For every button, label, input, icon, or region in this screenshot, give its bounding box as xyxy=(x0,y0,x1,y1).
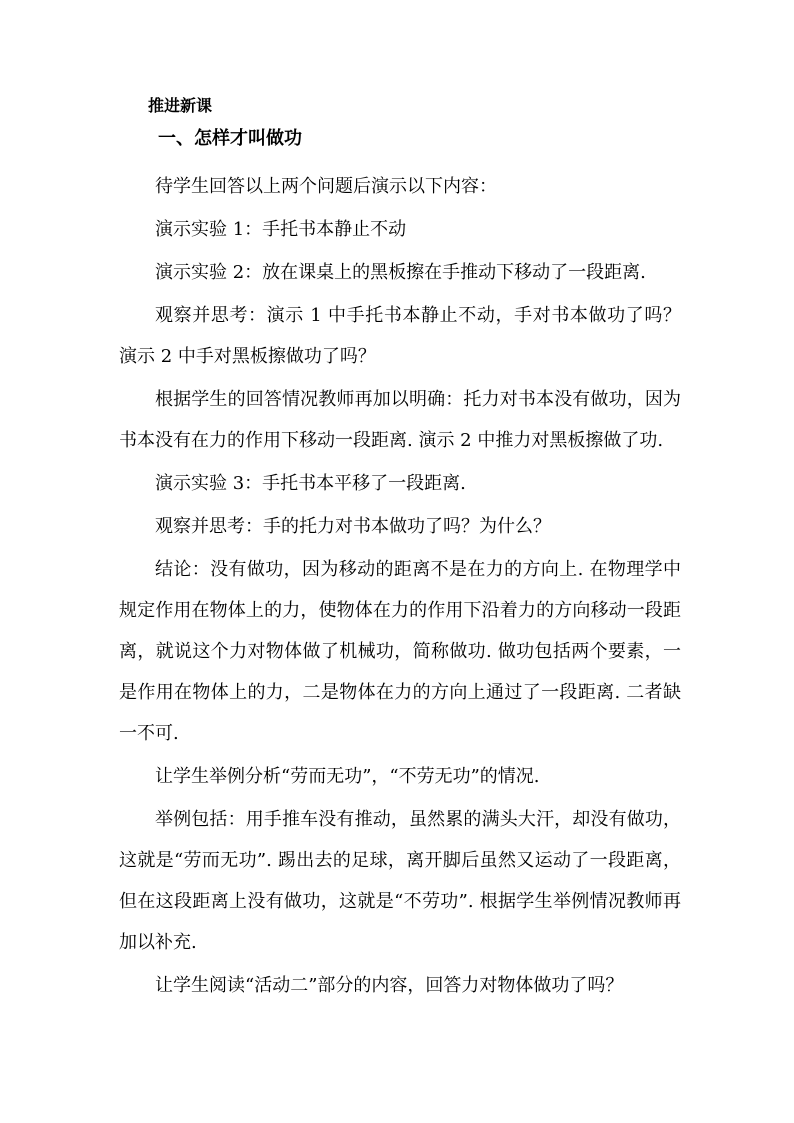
paragraph: 观察并思考：手的托力对书本做功了吗？为什么？ xyxy=(155,516,551,537)
paragraph: 待学生回答以上两个问题后演示以下内容： xyxy=(155,176,497,197)
section-title: 一、怎样才叫做功 xyxy=(158,128,302,149)
paragraph: 举例包括：用手推车没有推动，虽然累的满头大汗，却没有做功，这就是“劳而无功”. 踢出去的足球，离开脚后虽然又运动了一段距离，但在这段距离上没有做功，这就是“不劳功”. 根据学生举例情况教师再加以补充. xyxy=(119,809,681,953)
paragraph: 观察并思考：演示 1 中手托书本静止不动，手对书本做功了吗？演示 2 中手对黑板擦做功了吗？ xyxy=(119,305,681,367)
section-label: 推进新课 xyxy=(148,96,213,115)
paragraph: 演示实验 3：手托书本平移了一段距离. xyxy=(155,473,466,494)
paragraph: 演示实验 2：放在课桌上的黑板擦在手推动下移动了一段距离. xyxy=(155,262,646,283)
paragraph: 根据学生的回答情况教师再加以明确：托力对书本没有做功，因为书本没有在力的作用下移动一段距离. 演示 2 中推力对黑板擦做了功. xyxy=(119,389,681,451)
paragraph: 让学生阅读“活动二”部分的内容，回答力对物体做功了吗？ xyxy=(155,975,624,996)
paragraph: 演示实验 1：手托书本静止不动 xyxy=(155,219,407,240)
document-body xyxy=(119,166,681,1008)
paragraph: 结论：没有做功，因为移动的距离不是在力的方向上. 在物理学中规定作用在物体上的力，使物体在力的作用下沿着力的方向移动一段距离，就说这个力对物体做了机械功，简称做功. 做功包括两个要素，一是作用在物体上的力，二是物体在力的方向上通过了一段距离. 二者缺一不可. xyxy=(119,559,681,744)
paragraph: 让学生举例分析“劳而无功”，“不劳无功”的情况. xyxy=(155,766,540,787)
